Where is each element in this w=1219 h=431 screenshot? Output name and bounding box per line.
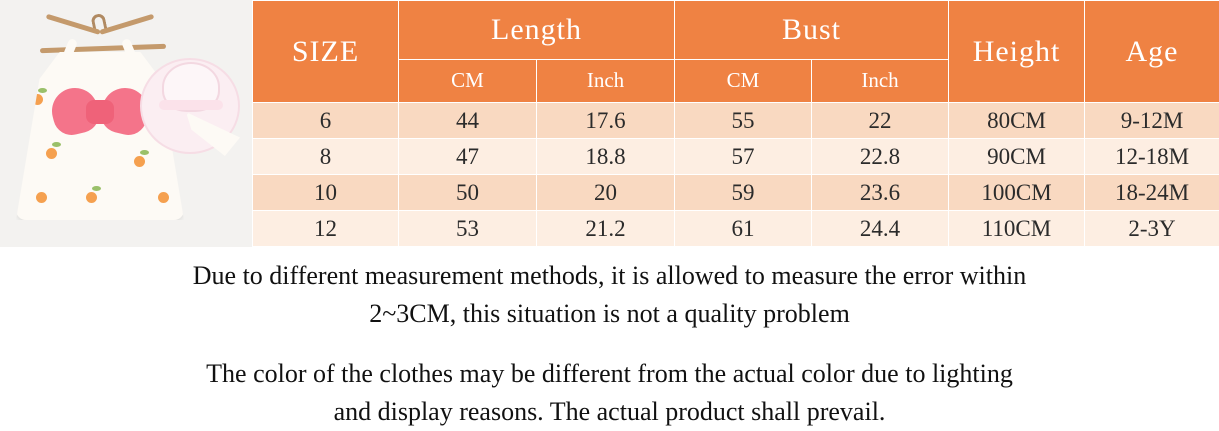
table-header-row-1 <box>253 1 1219 60</box>
cherry-print <box>158 192 169 203</box>
note-color-line2: and display reasons. The actual product shall prevail. <box>10 393 1209 431</box>
leaf-print <box>140 150 149 155</box>
header-length-cm: CM <box>399 59 537 102</box>
cell-length-inch: 17.6 <box>537 103 675 139</box>
cell-size: 6 <box>253 103 399 139</box>
cell-age: 9-12M <box>1085 103 1219 139</box>
cell-length-cm: 53 <box>399 211 537 247</box>
cell-age: 2-3Y <box>1085 211 1219 247</box>
cell-height: 100CM <box>949 175 1085 211</box>
cell-size: 12 <box>253 211 399 247</box>
cell-size: 8 <box>253 139 399 175</box>
cherry-print <box>46 148 57 159</box>
header-height: Height <box>949 1 1085 103</box>
cell-height: 110CM <box>949 211 1085 247</box>
leaf-print <box>52 142 61 147</box>
cell-length-cm: 47 <box>399 139 537 175</box>
hanger-right-arm-icon <box>99 14 154 35</box>
cell-size: 10 <box>253 175 399 211</box>
table-row <box>253 211 1219 247</box>
header-age: Age <box>1085 1 1219 103</box>
header-length: Length <box>399 1 675 60</box>
cell-bust-cm: 61 <box>675 211 812 247</box>
leaf-print <box>38 88 47 93</box>
cell-age: 18-24M <box>1085 175 1219 211</box>
header-bust-cm: CM <box>675 59 812 102</box>
cell-age: 12-18M <box>1085 139 1219 175</box>
cherry-print <box>32 94 43 105</box>
cell-bust-inch: 22.8 <box>812 139 949 175</box>
bow-knot <box>86 100 114 124</box>
cell-length-cm: 50 <box>399 175 537 211</box>
table-row <box>253 139 1219 175</box>
note-measurement-line2: 2~3CM, this situation is not a quality problem <box>10 295 1209 333</box>
cell-length-inch: 18.8 <box>537 139 675 175</box>
cell-bust-inch: 22 <box>812 103 949 139</box>
cherry-print <box>86 192 97 203</box>
cell-height: 80CM <box>949 103 1085 139</box>
header-length-inch: Inch <box>537 59 675 102</box>
cell-bust-cm: 59 <box>675 175 812 211</box>
size-table <box>252 0 1219 247</box>
bow-icon <box>52 88 148 140</box>
disclaimer-notes <box>0 247 1219 431</box>
cell-height: 90CM <box>949 139 1085 175</box>
cell-bust-inch: 23.6 <box>812 175 949 211</box>
header-size: SIZE <box>253 1 399 103</box>
leaf-print <box>92 186 101 191</box>
note-color-line1: The color of the clothes may be different from the actual color due to lighting <box>10 355 1209 393</box>
product-photo <box>0 0 252 247</box>
cell-bust-inch: 24.4 <box>812 211 949 247</box>
cell-bust-cm: 57 <box>675 139 812 175</box>
cell-length-cm: 44 <box>399 103 537 139</box>
cherry-print <box>134 156 145 167</box>
header-bust: Bust <box>675 1 949 60</box>
header-bust-inch: Inch <box>812 59 949 102</box>
hanger-bar-icon <box>40 44 166 53</box>
cherry-print <box>36 192 47 203</box>
note-measurement-line1: Due to different measurement methods, it is allowed to measure the error within <box>10 257 1209 295</box>
cell-length-inch: 20 <box>537 175 675 211</box>
cell-length-inch: 21.2 <box>537 211 675 247</box>
table-row <box>253 103 1219 139</box>
table-row <box>253 175 1219 211</box>
hat-band <box>159 100 223 110</box>
cell-bust-cm: 55 <box>675 103 812 139</box>
